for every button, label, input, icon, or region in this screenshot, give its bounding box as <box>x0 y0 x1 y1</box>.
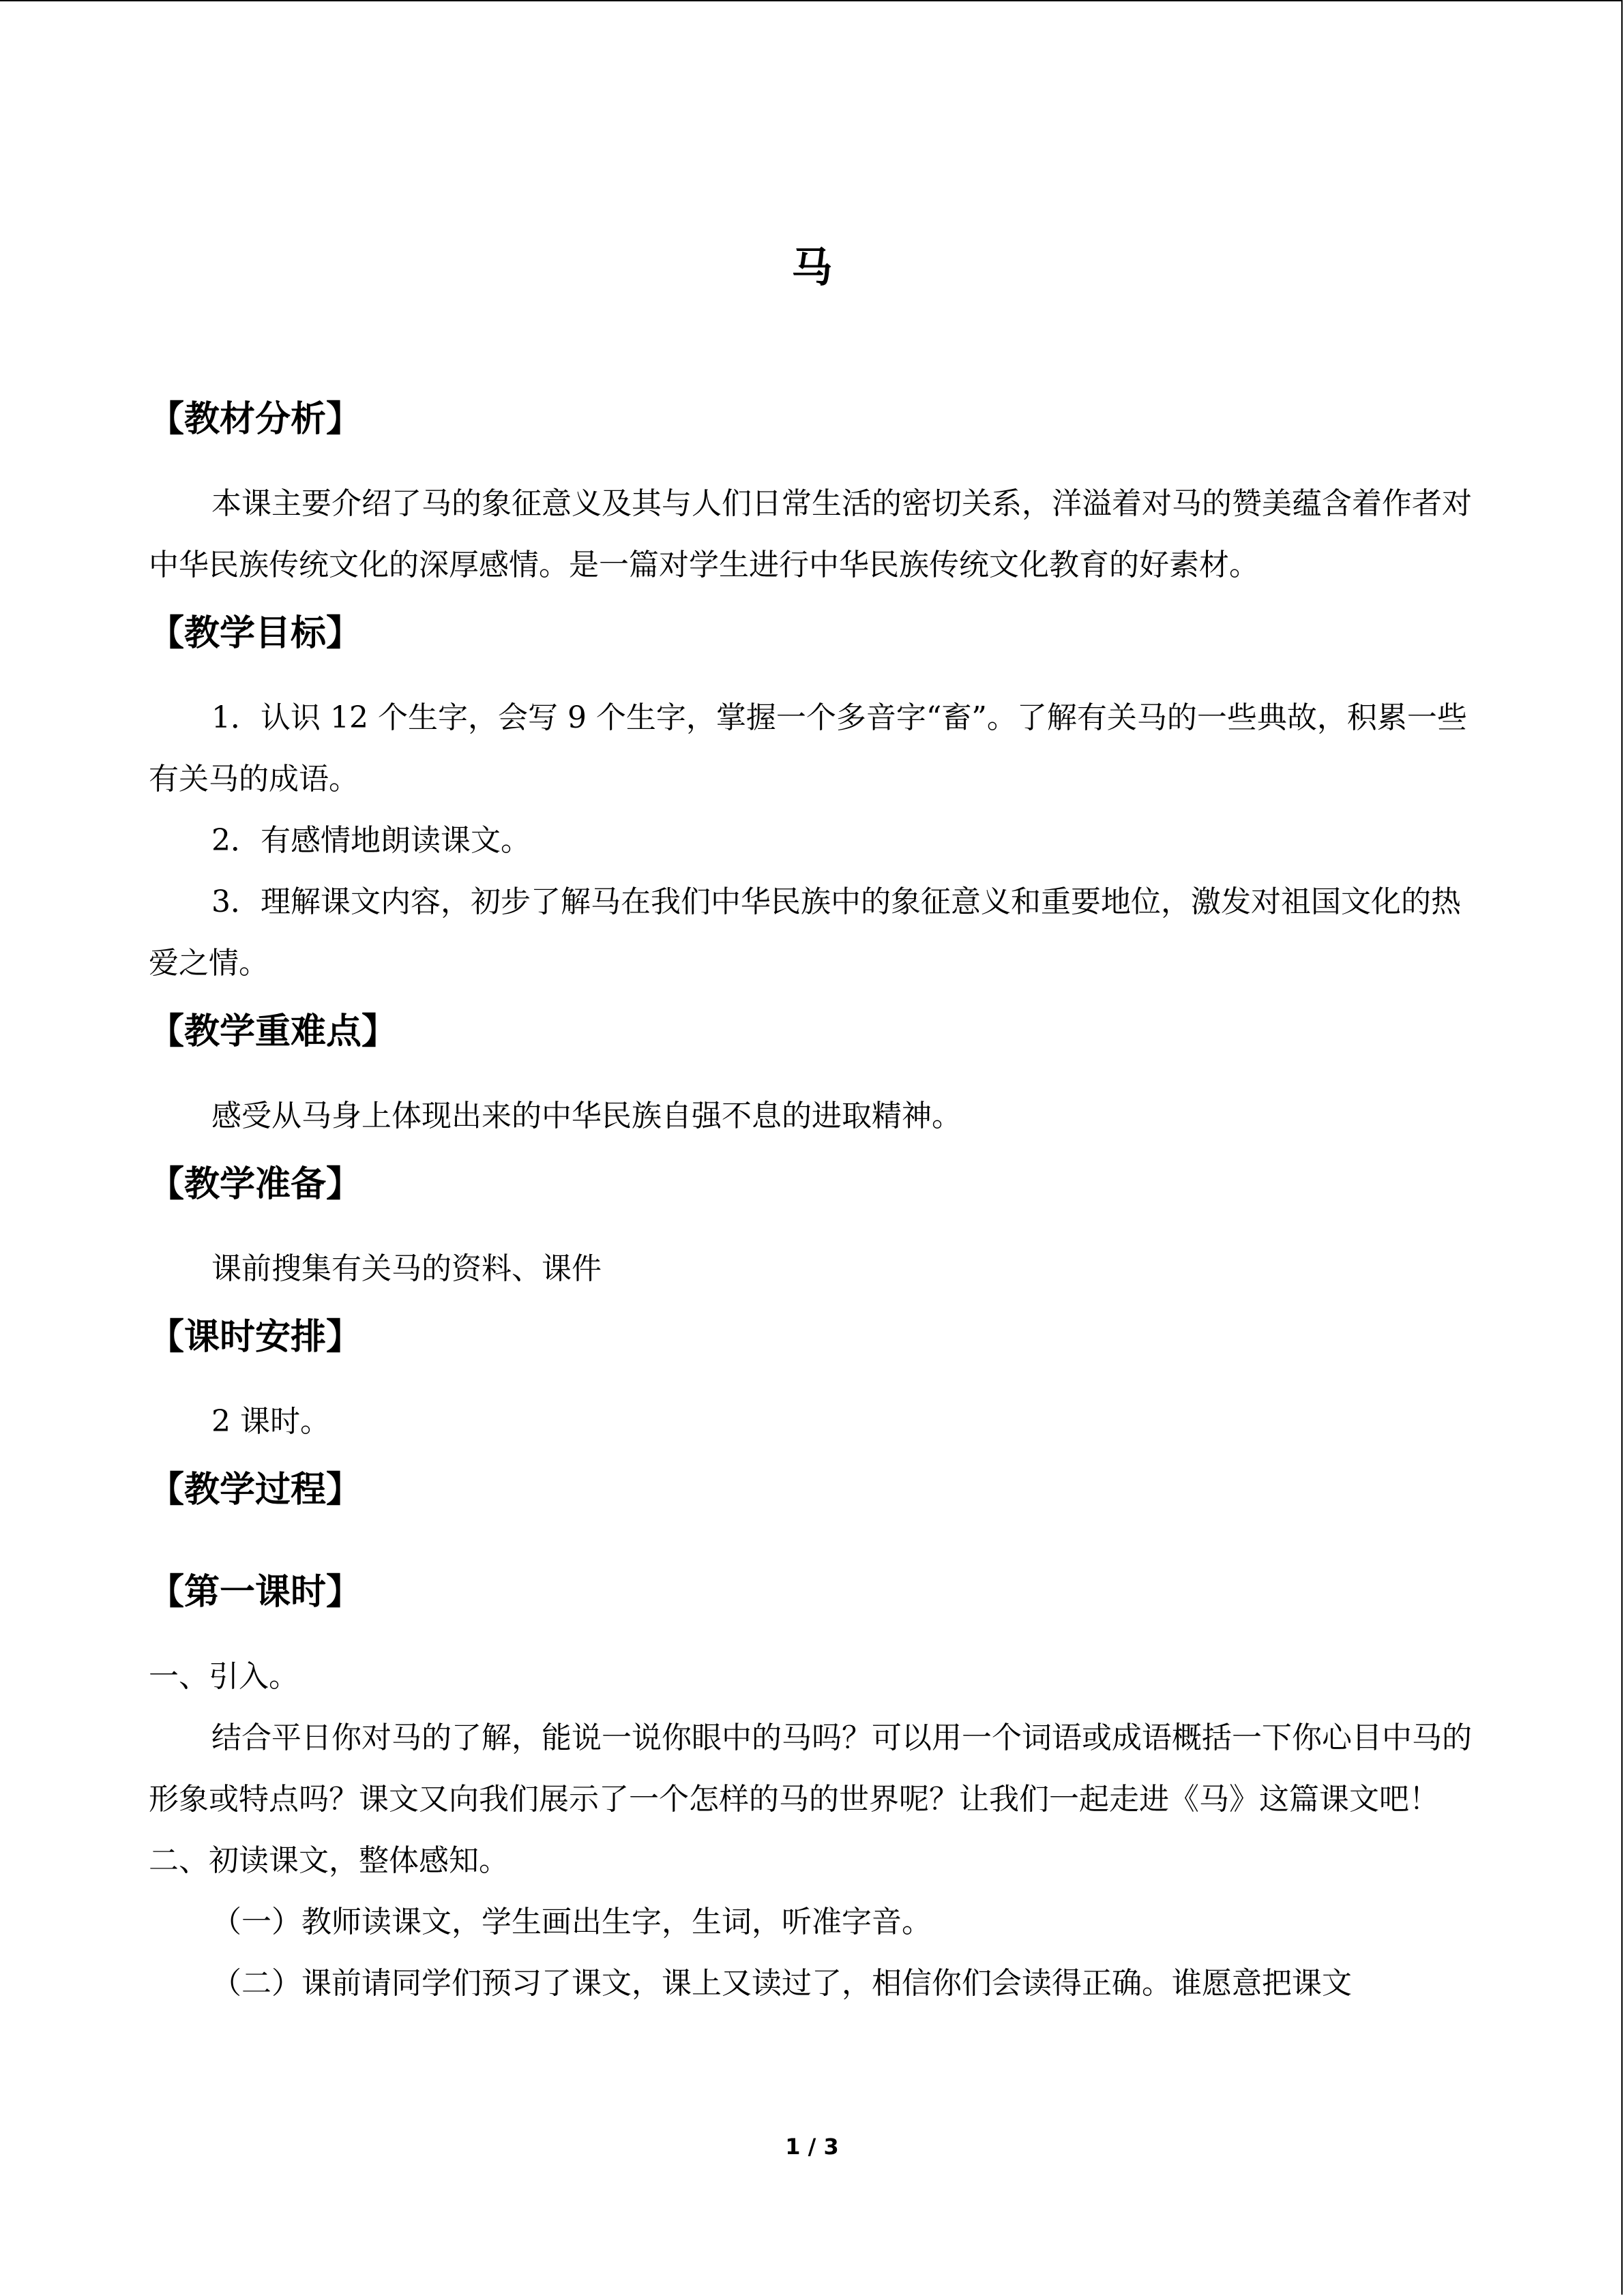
page-title: 马 <box>791 244 833 293</box>
step-1-paragraph: 结合平日你对马的了解，能说一说你眼中的马吗？可以用一个词语或成语概括一下你心目中马的形象或特点吗？课文又向我们展示了一个怎样的马的世界呢？让我们一起走进《马》这篇课文吧！ <box>149 1720 1472 1817</box>
goal-item-3: 3．理解课文内容，初步了解马在我们中华民族中的象征意义和重要地位，激发对祖国文化的热爱之情。 <box>149 884 1461 981</box>
section-heading-analysis: 【教材分析】 <box>149 399 362 440</box>
key-points-paragraph: 感受从马身上体现出来的中华民族自强不息的进取精神。 <box>211 1099 962 1133</box>
step-2-title: 二、初读课文，整体感知。 <box>149 1843 509 1878</box>
section-heading-process: 【教学过程】 <box>149 1470 362 1510</box>
section-heading-goals: 【教学目标】 <box>149 613 362 654</box>
page-number: 1 / 3 <box>785 2134 839 2160</box>
document-body <box>149 382 1472 2014</box>
schedule-paragraph: 2 课时。 <box>211 1404 330 1439</box>
section-heading-schedule: 【课时安排】 <box>149 1317 362 1358</box>
step-2-sub-2: （二）课前请同学们预习了课文，课上又读过了，相信你们会读得正确。谁愿意把课文 <box>211 1966 1352 2001</box>
section-heading-first-lesson: 【第一课时】 <box>149 1572 362 1613</box>
section-heading-preparation: 【教学准备】 <box>149 1164 362 1205</box>
step-1-title: 一、引入。 <box>149 1659 299 1694</box>
section-heading-key-points: 【教学重难点】 <box>149 1011 398 1052</box>
analysis-paragraph: 本课主要介绍了马的象征意义及其与人们日常生活的密切关系，洋溢着对马的赞美蕴含着作者对中华民族传统文化的深厚感情。是一篇对学生进行中华民族传统文化教育的好素材。 <box>149 486 1472 582</box>
preparation-paragraph: 课前搜集有关马的资料、课件 <box>211 1251 602 1286</box>
goal-item-2: 2．有感情地朗读课文。 <box>211 823 531 858</box>
step-2-sub-1: （一）教师读课文，学生画出生字，生词，听准字音。 <box>211 1905 932 1939</box>
goal-item-1: 1．认识 12 个生字，会写 9 个生字，掌握一个多音字“畜”。了解有关马的一些典故，积累一些有关马的成语。 <box>149 700 1467 796</box>
